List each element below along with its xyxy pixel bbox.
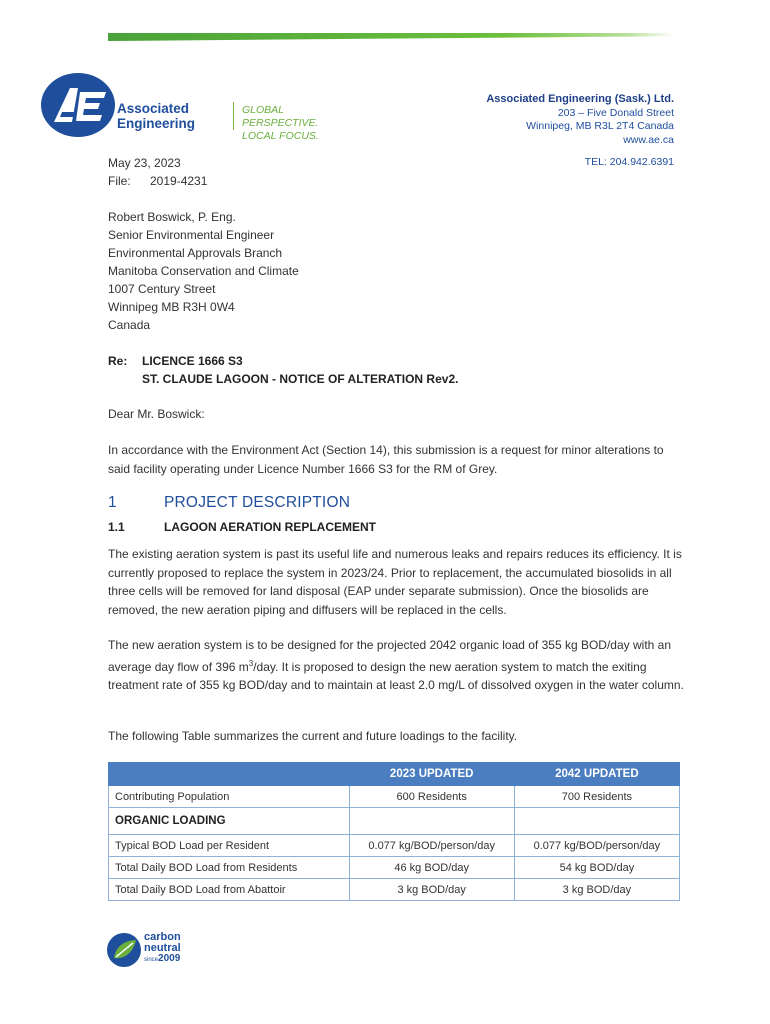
logo-word-line2: Engineering [117, 116, 196, 131]
carbon-neutral-text [144, 932, 181, 966]
logo-wordmark [117, 101, 195, 131]
paragraph-aeration-new [108, 636, 688, 695]
table-row [109, 857, 680, 879]
recipient-country: Canada [108, 318, 151, 332]
row-value-2023: 600 Residents [349, 786, 514, 808]
recipient-city: Winnipeg MB R3H 0W4 [108, 300, 235, 314]
row-label: Contributing Population [109, 786, 350, 808]
cn-line1: carbon [144, 931, 181, 943]
row-value-2042 [514, 808, 679, 835]
logo-tagline [242, 104, 320, 143]
file-value: 2019-4231 [150, 174, 208, 188]
re-line2: ST. CLAUDE LAGOON - NOTICE OF ALTERATION Rev2. [142, 372, 459, 386]
table-group-row [109, 808, 680, 835]
company-website[interactable]: www.ae.ca [623, 133, 674, 146]
recipient-address [108, 208, 299, 334]
table-row [109, 879, 680, 901]
company-address-line1: 203 – Five Donald Street [557, 106, 674, 119]
recipient-department: Manitoba Conservation and Climate [108, 264, 299, 278]
section-title: PROJECT DESCRIPTION [164, 494, 351, 511]
para2-part-b: /day. It is proposed to design the new aeration system to match the exiting treatment rate of 355 kg BOD/day and to maintain at least 2.0 mg/L of dissolved oxygen in the water column. [108, 659, 684, 692]
row-value-2042: 700 Residents [514, 786, 679, 808]
table-row [109, 786, 680, 808]
company-address-line2: Winnipeg, MB R3L 2T4 Canada [526, 120, 674, 132]
salutation: Dear Mr. Boswick: [108, 407, 205, 421]
paragraph-aeration-existing: The existing aeration system is past its useful life and numerous leaks and repairs reduces its efficiency. It is currently proposed to replace the system in 2023/24. Prior to replacement, the accumulated biosolids in all three cells will be removed for land disposal (EAP under separate submission). Once the biosolids are removed, the new aeration piping and diffusers will be replaced in the cells. [108, 547, 682, 617]
para2-part-a: The new aeration system is to be designed for the projected 2042 organic load of 355 kg BOD/day with an average day flow of 396 m [108, 638, 672, 674]
company-address-block [486, 93, 674, 147]
date-file-block [108, 154, 207, 190]
leaf-globe-icon [106, 932, 142, 968]
recipient-branch: Environmental Approvals Branch [108, 246, 283, 260]
section-heading [108, 494, 350, 512]
row-label: Total Daily BOD Load from Abattoir [109, 879, 350, 901]
recipient-title: Senior Environmental Engineer [108, 228, 275, 242]
recipient-name: Robert Boswick, P. Eng. [108, 210, 236, 224]
file-number-row [108, 172, 207, 190]
group-label: ORGANIC LOADING [109, 808, 350, 835]
para2-superscript: 3 [248, 658, 254, 668]
logo-divider [233, 102, 234, 130]
logo-tag-line1: GLOBAL PERSPECTIVE. [242, 104, 319, 129]
paragraph-table-intro: The following Table summarizes the current and future loadings to the facility. [108, 729, 518, 743]
cn-year: 2009 [158, 953, 181, 964]
row-value-2042: 3 kg BOD/day [514, 879, 679, 901]
header-green-rule [108, 33, 674, 41]
carbon-neutral-logo [106, 930, 196, 970]
table-header-label [109, 763, 350, 786]
company-logo [40, 70, 320, 140]
company-telephone: TEL: 204.942.6391 [584, 156, 674, 168]
row-value-2042: 54 kg BOD/day [514, 857, 679, 879]
table-header-2042: 2042 UPDATED [514, 763, 679, 786]
row-label: Typical BOD Load per Resident [109, 835, 350, 857]
re-line1: LICENCE 1666 S3 [142, 354, 243, 368]
subsection-heading [108, 520, 376, 534]
re-label: Re: [108, 354, 128, 368]
intro-paragraph: In accordance with the Environment Act (Section 14), this submission is a request for minor alterations to said facility operating under Licence Number 1666 S3 for the RM of Grey. [108, 443, 664, 476]
subsection-number: 1.1 [108, 520, 125, 534]
subject-line [108, 352, 458, 388]
row-value-2023: 46 kg BOD/day [349, 857, 514, 879]
row-value-2023: 0.077 kg/BOD/person/day [349, 835, 514, 857]
row-value-2023: 3 kg BOD/day [349, 879, 514, 901]
cn-since: since [144, 957, 159, 963]
cn-line2: neutral [144, 941, 181, 954]
row-label: Total Daily BOD Load from Residents [109, 857, 350, 879]
letter-date: May 23, 2023 [108, 156, 181, 170]
company-name: Associated Engineering (Sask.) Ltd. [486, 93, 674, 105]
logo-word-line1: Associated [117, 101, 190, 116]
row-value-2023 [349, 808, 514, 835]
table-row [109, 835, 680, 857]
logo-tag-line2: LOCAL FOCUS. [242, 130, 319, 142]
table-header-2023: 2023 UPDATED [349, 763, 514, 786]
table-header-row [109, 763, 680, 786]
row-value-2042: 0.077 kg/BOD/person/day [514, 835, 679, 857]
loadings-table [108, 762, 680, 901]
file-label: File: [108, 174, 131, 188]
section-number: 1 [108, 494, 117, 511]
recipient-street: 1007 Century Street [108, 282, 216, 296]
subsection-title: LAGOON AERATION REPLACEMENT [164, 520, 376, 534]
